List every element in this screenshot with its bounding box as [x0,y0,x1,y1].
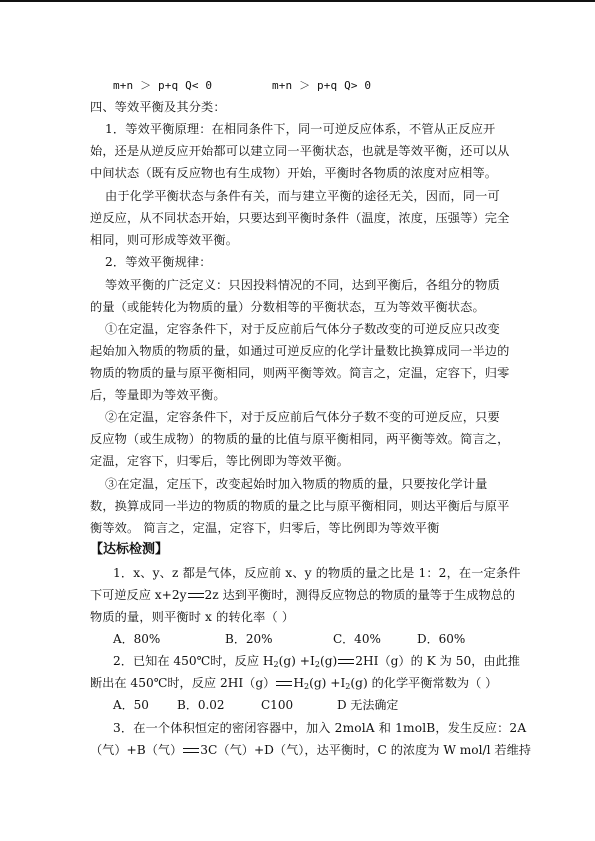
q2-line-1-d: 2HI（g）的 K 为 50，由此推 [355,654,520,668]
rule1-line-4: 后，等量即为等效平衡。 [90,388,226,402]
section-title: 四、等效平衡及其分类： [90,100,226,114]
rule2-line-1: ②在定温，定容条件下，对于反应前后气体分子数不变的可逆反应，只要 [105,410,500,424]
definition-line-1: 等效平衡的广泛定义：只因投料情况的不同，达到平衡后，各组分的物质 [105,278,500,292]
rule3-line-1: ③在定温，定压下，改变起始时加入物质的物质的量，只要按化学计量 [105,477,488,491]
q1-line-3: 物质的量，则平衡时 x 的转化率（ ） [90,610,295,624]
equilibrium-arrow-icon [276,680,292,688]
q1-line-2-end: 2z 达到平衡时，测得反应物总的物质的量等于生成物总的 [204,588,516,602]
q1-line-1: 1．x、y、z 都是气体，反应前 x、y 的物质的量之比是 1：2，在一定条件 [113,566,521,580]
q2-options [113,696,398,714]
explanation-line-2: 逆反应，从不同状态开始，只要达到平衡时条件（温度，浓度，压强等）完全 [90,211,510,225]
check-section-title: 【达标检测】 [90,542,169,557]
q2-line-2-b: H [293,676,304,690]
q3-line-2-b: 3C（气）+D（气），达平衡时，C 的浓度为 W mol/l 若维持 [200,743,531,757]
rule1-line-2: 起始加入物质的物质的量，如通过可逆反应的化学计量数比换算成同一半边的 [90,344,510,358]
q2-option-c: C100 [261,698,294,712]
definition-line-2: 的量（或能转化为物质的量）分数相等的平衡状态，互为等效平衡状态。 [90,300,485,314]
principle-line-3: 中间状态（既有反应物也有生成物）开始，平衡时各物质的浓度对应相等。 [90,166,498,180]
q3-line-2-a: （气）+B（气） [90,743,183,757]
q3-line-1: 3．在一个体积恒定的密闭容器中，加入 2molA 和 1molB，发生反应：2A [113,721,527,735]
q2-line-1-a: 2．已知在 450℃时，反应 H [113,654,274,668]
q1-line-2 [90,586,515,604]
q1-option-d: D．60% [417,632,466,646]
q2-option-b: B．0.02 [177,698,225,712]
rule2-line-3: 定温，定容下，归零后，等比例即为等效平衡。 [90,454,350,468]
q1-option-b: B．20% [225,632,273,646]
principle-line-2: 始，还是从逆反应开始都可以建立同一平衡状态，也就是等效平衡，还可以从 [90,144,510,158]
subscript: 2 [345,682,351,691]
rule2-line-2: 反应物（或生成物）的物质的量的比值与原平衡相同，两平衡等效。简言之， [90,432,510,446]
q2-line-1 [113,652,520,674]
condition-endothermic: m+n ＞ p+q Q> 0 [272,79,372,92]
equilibrium-arrow-icon [183,747,199,755]
q2-line-1-c: (g) [319,654,338,668]
q2-line-2-d: (g) 的化学平衡常数为（ ） [350,676,498,690]
q1-options [113,630,465,648]
q2-line-2 [90,674,497,696]
q3-line-2 [90,741,531,759]
equilibrium-arrow-icon [338,658,354,666]
q2-line-2-c: (g) +I [309,676,346,690]
subscript: 2 [273,660,279,669]
q2-option-d: D 无法确定 [337,698,399,712]
q2-line-2-a: 断出在 450℃时，反应 2HI（g） [90,676,276,690]
subscript: 2 [314,660,320,669]
equilibrium-arrow-icon [188,592,204,600]
q1-option-c: C．40% [333,632,381,646]
subscript: 2 [303,682,310,691]
q2-option-a: A．50 [113,698,149,712]
q1-line-2-start: 下可逆反应 x+2y [90,588,187,602]
rule3-line-3: 衡等效。 简言之，定温，定容下，归零后，等比例即为等效平衡 [90,521,440,535]
condition-exothermic: m+n ＞ p+q Q< 0 [113,79,213,92]
q2-line-1-b: (g) +I [278,654,315,668]
rule1-line-3: 物质的物质的量与原平衡相同，则两平衡等效。简言之，定温，定容下，归零 [90,366,510,380]
rule1-line-1: ①在定温，定容条件下，对于反应前后气体分子数改变的可逆反应只改变 [105,322,500,336]
rule3-line-2: 数，换算成同一半边的物质的物质的量之比与原平衡相同，则达平衡后与原平 [90,499,510,513]
page-top-rule [0,0,595,2]
explanation-line-1: 由于化学平衡状态与条件有关，而与建立平衡的途径无关，因而，同一可 [105,189,500,203]
q1-option-a: A．80% [113,632,161,646]
principle-line-1: 1．等效平衡原理：在相同条件下，同一可逆反应体系，不管从正反应开 [105,122,496,136]
rules-heading: 2．等效平衡规律： [105,255,212,269]
explanation-line-3: 相同，则可形成等效平衡。 [90,233,239,247]
